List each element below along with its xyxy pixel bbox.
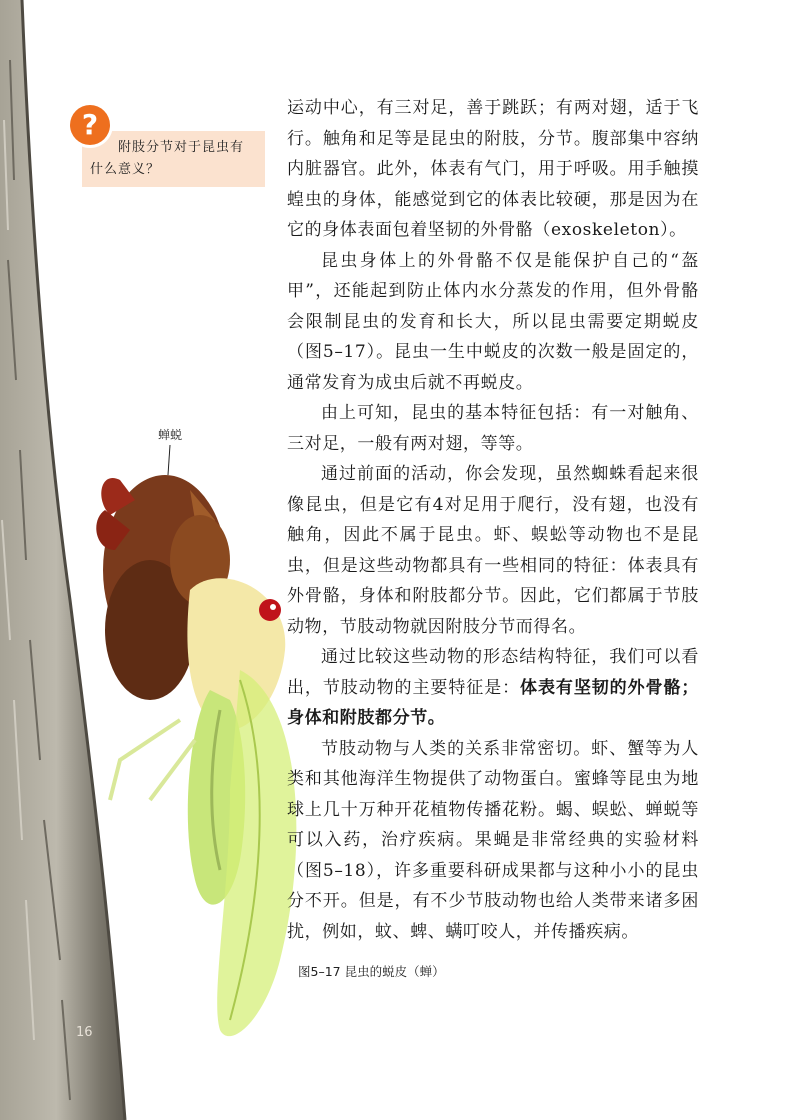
paragraph-2: 昆虫身体上的外骨骼不仅是能保护自己的“盔甲”，还能起到防止体内水分蒸发的作用，但外骨骼会限制昆虫的发育和长大，所以昆虫需要定期蜕皮（图5–17）。昆虫一生中蜕皮的次数一般是固定的，通常发育为成虫后就不再蜕皮。 bbox=[287, 250, 699, 393]
question-line-1: 附肢分节对于昆虫有 bbox=[118, 140, 245, 155]
paragraph-3: 由上可知，昆虫的基本特征包括：有一对触角、三对足，一般有两对翅，等等。 bbox=[287, 403, 699, 454]
paragraph-1: 运动中心，有三对足，善于跳跃；有两对翅，适于飞行。触角和足等是昆虫的附肢，分节。腹部集中容纳内脏器官。此外，体表有气门，用于呼吸。用手触摸蝗虫的身体，能感觉到它的体表比较硬，那是因为在它的身体表面包着坚韧的外骨骼（exoskeleton）。 bbox=[287, 98, 699, 240]
page-number: 16 bbox=[76, 1025, 93, 1040]
question-icon: ? bbox=[70, 105, 110, 145]
question-line-2: 什么意义？ bbox=[90, 162, 161, 177]
paragraph-6: 节肢动物与人类的关系非常密切。虾、蟹等为人类和其他海洋生物提供了动物蛋白。蜜蜂等昆虫为地球上几十万种开花植物传播花粉。蝎、蜈蚣、蝉蜕等可以入药，治疗疾病。果蝇是非常经典的实验材料（图5–18），许多重要科研成果都与这种小小的昆虫分不开。但是，有不少节肢动物也给人类带来诸多困扰，例如，蚊、蜱、螨叮咬人，并传播疾病。 bbox=[287, 738, 699, 942]
cicada-molting-image bbox=[80, 440, 320, 1050]
key-feature-bold: 体表有坚韧的外骨骼；身体和附肢都分节。 bbox=[287, 677, 699, 728]
paragraph-5 bbox=[287, 642, 699, 734]
question-text bbox=[82, 137, 260, 181]
question-callout bbox=[70, 105, 265, 187]
paragraph-4: 通过前面的活动，你会发现，虽然蜘蛛看起来很像昆虫，但是它有4对足用于爬行，没有翅，也没有触角，因此不属于昆虫。虾、蜈蚣等动物也不是昆虫，但是这些动物都具有一些相同的特征：体表具有外骨骼，身体和附肢都分节。因此，它们都属于节肢动物，节肢动物就因附肢分节而得名。 bbox=[287, 464, 699, 637]
figure-caption: 图5–17 昆虫的蜕皮（蝉） bbox=[298, 964, 445, 979]
figure-label-exuvia: 蝉蜕 bbox=[158, 428, 183, 442]
paragraph-5-text: 通过比较这些动物的形态结构特征，我们可以看出，节肢动物的主要特征是： bbox=[287, 647, 699, 698]
main-text bbox=[287, 93, 699, 947]
